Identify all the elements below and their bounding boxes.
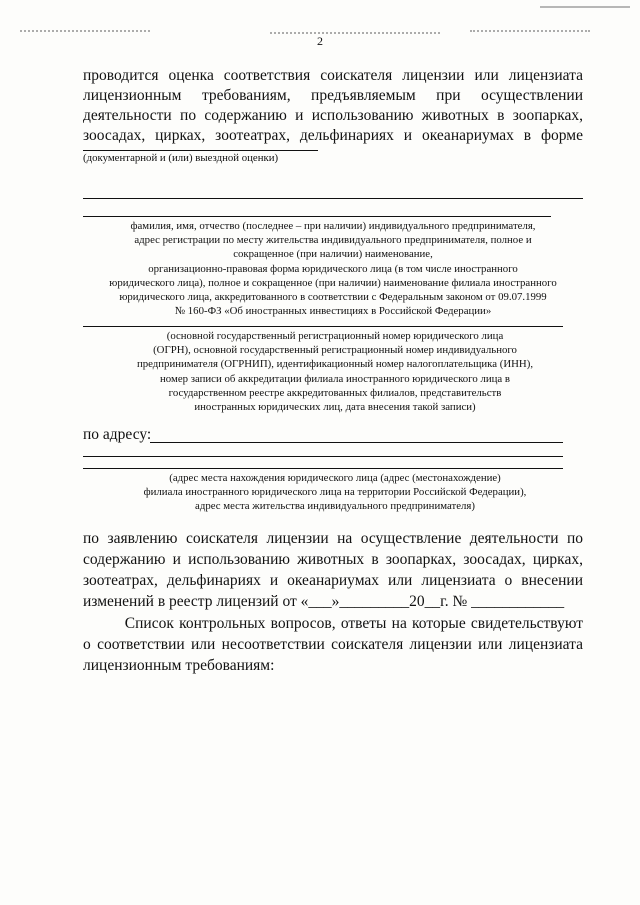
caption-line: филиала иностранного юридического лица на территории Российской Федерации),	[143, 486, 527, 499]
text-line: изменений в реестр лицензий от «___»_________20__г. № ____________	[83, 593, 565, 610]
caption-line: организационно-правовая форма юридического лица (в том числе иностранного	[148, 262, 518, 275]
text-line: лицензионным требованиям, предъявляемым при осуществлении	[83, 87, 583, 104]
page-number: 2	[317, 34, 323, 48]
caption-line: (основной государственный регистрационный номер юридического лица	[166, 330, 504, 342]
text-line: по заявлению соискателя лицензии на осуществление деятельности по	[83, 530, 583, 547]
text-line: зоосадах, цирках, зоотеатрах, дельфинариях и океанариумах в форме	[83, 127, 583, 144]
registry-fill-line[interactable]	[83, 326, 563, 327]
caption-line: сокращенное (при наличии) наименование,	[233, 248, 433, 261]
caption-licensee	[83, 219, 583, 318]
caption-line: юридического лица, аккредитованного в соответствии с Федеральным законом от 09.07.1999	[119, 291, 547, 304]
caption-line: № 160-ФЗ «Об иностранных инвестициях в Российской Федерации»	[174, 305, 492, 318]
caption-assessment-form: (документарной и (или) выездной оценки)	[83, 152, 279, 164]
caption-registry	[100, 329, 570, 414]
caption-line: номер записи об аккредитации филиала иностранного юридического лица в	[160, 372, 510, 385]
text-line: Список контрольных вопросов, ответы на которые свидетельствуют	[83, 615, 583, 632]
text-line: лицензионным требованиям:	[83, 657, 275, 674]
text-line: содержанию и использованию животных в зоопарках, зоосадах, цирках,	[83, 551, 583, 568]
caption-line: иностранных юридических лиц, дата внесения такой записи)	[194, 401, 476, 414]
caption-line: (адрес места нахождения юридического лица (адрес (местонахождение)	[169, 472, 501, 484]
caption-line: предпринимателя (ОГРНИП), идентификационный номер налогоплательщика (ИНН),	[136, 358, 534, 371]
address-label: по адресу:	[83, 426, 152, 443]
text-line: зоотеатрах, дельфинариях и океанариумах или лицензиата о внесении	[83, 572, 583, 589]
paragraph-checklist-intro	[83, 613, 583, 676]
caption-line: адрес регистрации по месту жительства индивидуального предпринимателя, полное и	[134, 234, 532, 247]
text-line: деятельности по содержанию и использованию животных в зоопарках,	[83, 107, 583, 124]
address-fill-line-3[interactable]	[83, 468, 563, 469]
caption-line: (ОГРН), основной государственный регистрационный номер индивидуального	[153, 344, 517, 357]
caption-line: фамилия, имя, отчество (последнее – при наличии) индивидуального предпринимателя,	[130, 220, 536, 232]
licensee-fill-line-2[interactable]	[83, 216, 551, 217]
text-line: о соответствии или несоответствии соискателя лицензии или лицензиата	[83, 636, 583, 653]
text-line: проводится оценка соответствия соискателя лицензии или лицензиата	[83, 67, 583, 84]
caption-line: юридического лица), полное и сокращенное (при наличии) наименование филиала иностранного	[109, 276, 557, 289]
paragraph-application	[83, 528, 583, 612]
paragraph-assessment	[83, 66, 583, 146]
address-fill-line-2[interactable]	[83, 456, 563, 457]
address-fill-line-1[interactable]	[150, 442, 563, 443]
caption-line: адрес места жительства индивидуального предпринимателя)	[195, 500, 475, 513]
caption-line: государственном реестре аккредитованных филиалов, представительств	[168, 386, 502, 399]
caption-address	[100, 471, 570, 514]
licensee-fill-line-1[interactable]	[83, 198, 583, 199]
